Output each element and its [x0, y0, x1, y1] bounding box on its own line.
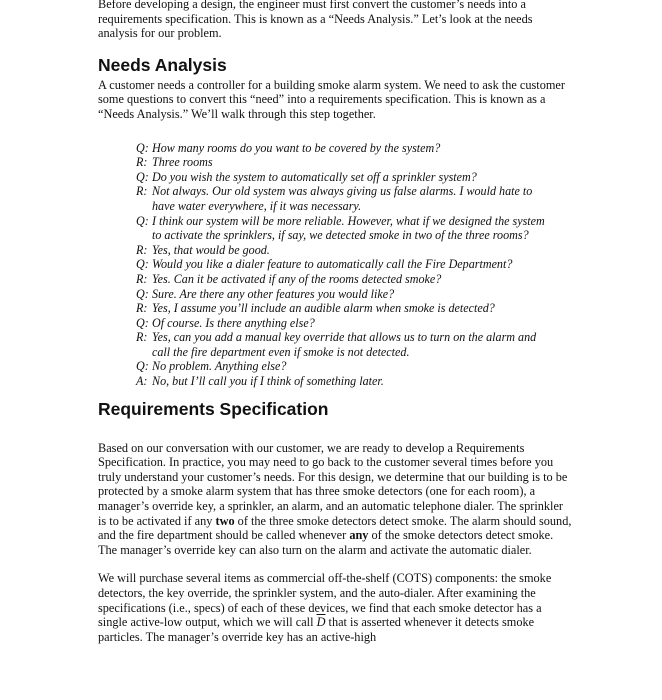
text-run: of the smoke detectors detect smoke. The manager’s override key can also turn on the alarm and activate the automatic dialer.: [98, 528, 554, 557]
dialogue-line: [136, 359, 556, 374]
dialogue-line: [136, 243, 556, 258]
needs-analysis-paragraph: A customer needs a controller for a building smoke alarm system. We need to ask the customer some questions to convert this “need” into a requirements specification. This is known as a “Needs Analysis.” We’ll walk through this step together.: [98, 77, 565, 121]
speaker-label: R:: [136, 271, 148, 286]
speaker-label: R:: [136, 330, 148, 345]
dialogue-text: I think our system will be more reliable. However, what if we designed the system to activate the sprinklers, if say, we detected smoke in two of the three rooms?: [152, 213, 545, 243]
speaker-label: A:: [136, 374, 148, 389]
dialogue-text: Do you wish the system to automatically set off a sprinkler system?: [152, 169, 477, 184]
requirements-heading: Requirements Specification: [98, 398, 329, 419]
requirements-paragraph-2: [98, 571, 572, 644]
dialogue-line: [136, 257, 556, 272]
intro-paragraph: Before developing a design, the engineer must first convert the customer’s needs into a requirements specification. This is known as a “Needs Analysis.” Let’s look at the needs analysis for our problem.: [98, 0, 533, 41]
speaker-label: Q:: [136, 257, 149, 272]
dialogue-text: No, but I’ll call you if I think of something later.: [152, 374, 384, 389]
dialogue-line: [136, 301, 556, 316]
qa-dialogue: [136, 141, 556, 389]
requirements-paragraph-1: [98, 441, 572, 558]
dialogue-line: [136, 184, 556, 213]
speaker-label: Q:: [136, 213, 149, 228]
signal-d-not: $\overline{D}$: [316, 615, 326, 630]
speaker-label: Q:: [136, 169, 149, 184]
speaker-label: Q:: [136, 315, 149, 330]
text-run: that is asserted whenever it detects smoke particles. The manager’s override key has an active-high: [98, 615, 535, 644]
dialogue-line: [136, 170, 556, 185]
dialogue-text: Not always. Our old system was always giving us false alarms. I would hate to have water everywhere, if it was necessary.: [152, 184, 533, 213]
dialogue-line: [136, 214, 556, 243]
text-run: We will purchase several items as commercial off-the-shelf (COTS) components: the smoke detectors, the key override, the sprinkler system, and the auto-dialer. After examining the specifications (i.e., specs) of each of these devices, we find that each smoke detector has a single active-low output, which we will call: [98, 571, 552, 630]
dialogue-text: Yes. Can it be activated if any of the rooms detected smoke?: [152, 271, 442, 286]
text-run: Based on our conversation with our customer, we are ready to develop a Requirements Specification. In practice, you may need to go back to the customer several times before you truly understand your customer’s needs. For this design, we determine that our building is to be protected by a smoke alarm system that has three smoke detectors (one for each room), a manager’s override key, a sprinkler, an alarm, and an automatic telephone dialer. The sprinkler is to be activated if any: [98, 440, 568, 528]
speaker-label: Q:: [136, 359, 149, 374]
dialogue-line: [136, 316, 556, 331]
dialogue-text: Would you like a dialer feature to automatically call the Fire Department?: [152, 257, 513, 272]
dialogue-text: Of course. Is there anything else?: [152, 315, 315, 330]
dialogue-text: How many rooms do you want to be covered by the system?: [152, 140, 441, 155]
speaker-label: R:: [136, 155, 148, 170]
dialogue-line: [136, 141, 556, 156]
speaker-label: R:: [136, 301, 148, 316]
dialogue-text: Yes, I assume you’ll include an audible alarm when smoke is detected?: [152, 301, 495, 316]
speaker-label: Q:: [136, 140, 149, 155]
dialogue-line: [136, 287, 556, 302]
emphasis-any: any: [349, 528, 369, 543]
dialogue-line: [136, 374, 556, 389]
dialogue-line: [136, 330, 556, 359]
emphasis-two: two: [215, 513, 235, 528]
speaker-label: R:: [136, 242, 148, 257]
dialogue-text: Sure. Are there any other features you would like?: [152, 286, 395, 301]
speaker-label: Q:: [136, 286, 149, 301]
dialogue-text: Yes, can you add a manual key override that allows us to turn on the alarm and call the fire department even if smoke is not detected.: [152, 330, 537, 359]
dialogue-line: [136, 155, 556, 170]
text-run: of the three smoke detectors detect smoke. The alarm should sound, and the fire department should be called whenever: [98, 513, 572, 543]
speaker-label: R:: [136, 184, 148, 199]
dialogue-line: [136, 272, 556, 287]
dialogue-text: Yes, that would be good.: [152, 242, 270, 257]
dialogue-text: No problem. Anything else?: [152, 359, 287, 374]
document-page: [98, 0, 572, 644]
dialogue-text: Three rooms: [152, 155, 213, 170]
needs-analysis-heading: Needs Analysis: [98, 54, 227, 75]
